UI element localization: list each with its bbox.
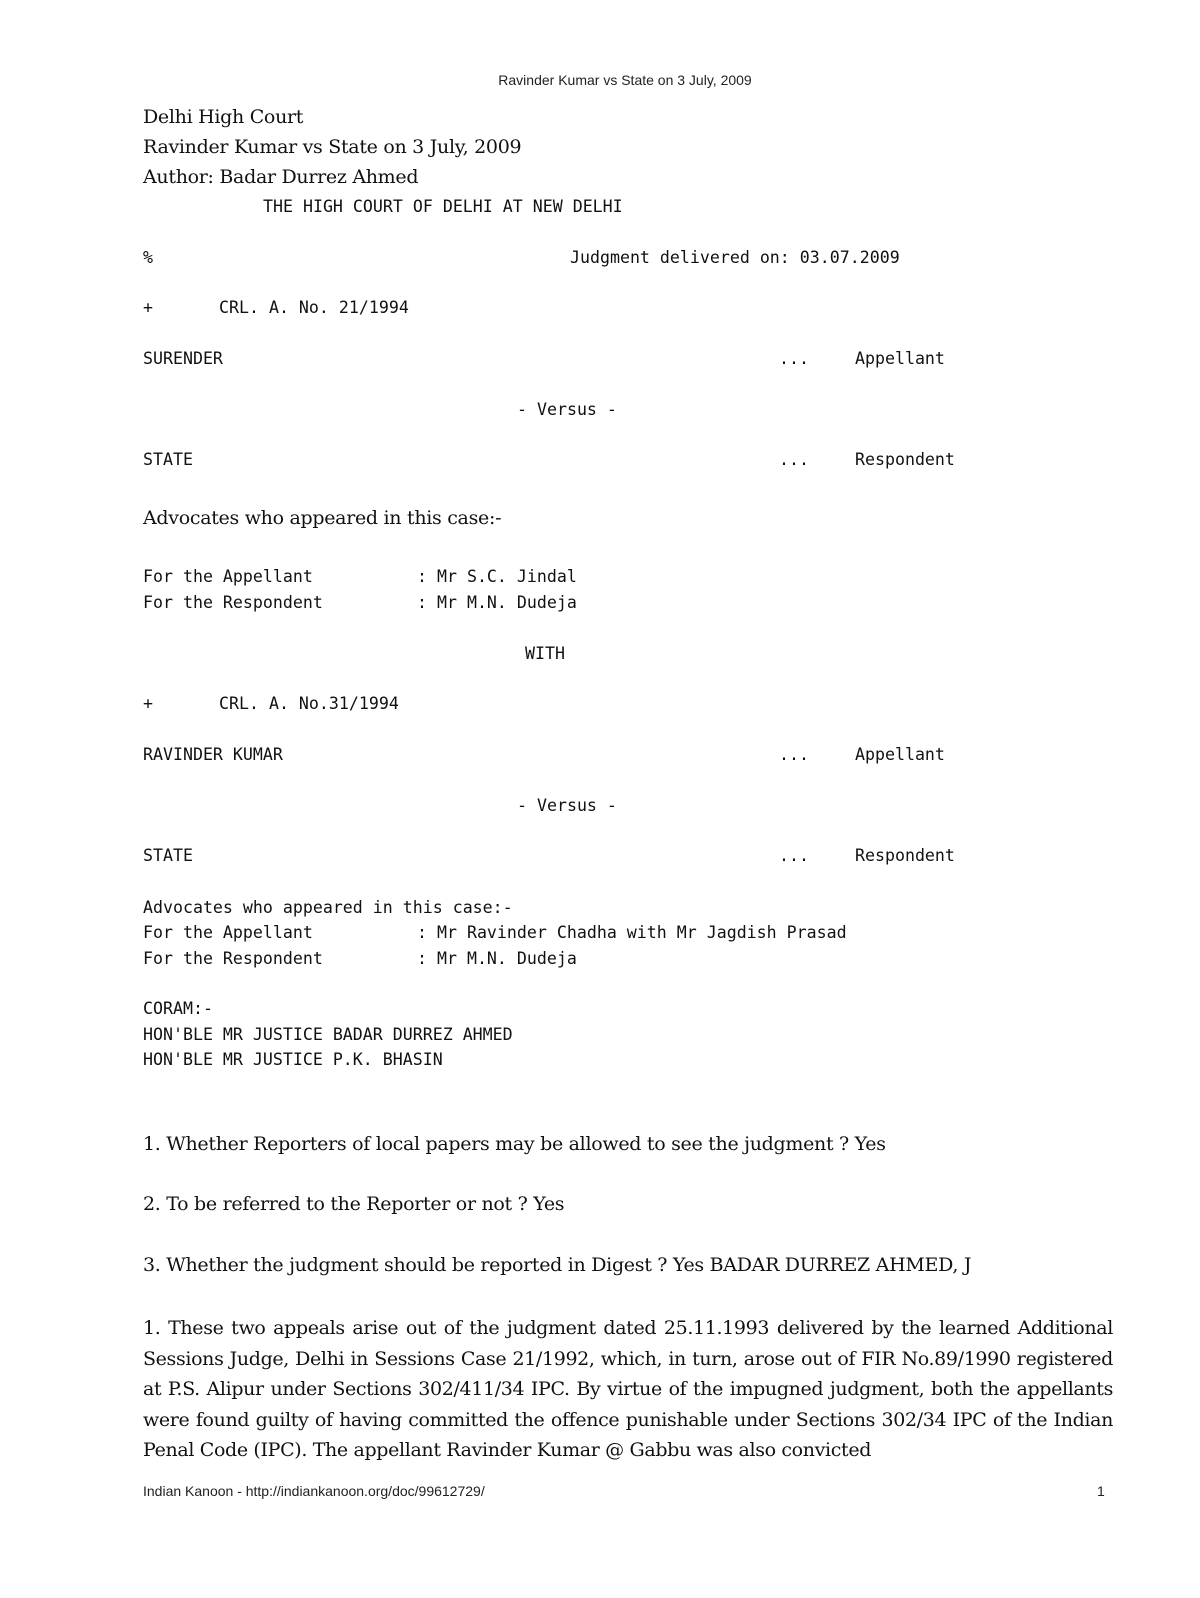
case2-appellant-name: RAVINDER KUMAR (143, 745, 283, 764)
case1-for-respondent-value: : Mr M.N. Dudeja (417, 593, 577, 612)
judgment-date: Judgment delivered on: 03.07.2009 (570, 248, 900, 267)
case2-for-respondent-value: : Mr M.N. Dudeja (417, 949, 577, 968)
case1-appellant-role: Appellant (855, 349, 945, 368)
question-1: 1. Whether Reporters of local papers may be allowed to see the judgment ? Yes (143, 1133, 886, 1155)
footer-source-link[interactable]: Indian Kanoon - http://indiankanoon.org/doc/99612729/ (143, 1483, 485, 1499)
coram-label: CORAM:- (143, 999, 213, 1018)
case2-respondent-name: STATE (143, 846, 193, 865)
case2-respondent-role: Respondent (855, 846, 955, 865)
percent-mark: % (143, 248, 153, 267)
court-heading: THE HIGH COURT OF DELHI AT NEW DELHI (263, 197, 623, 216)
case2-versus: - Versus - (517, 796, 617, 815)
case2-appellant-role: Appellant (855, 745, 945, 764)
body-paragraph-1: 1. These two appeals arise out of the judgment dated 25.11.1993 delivered by the learned Additional Sessions Judge, Delhi in Sessions Case 21/1992, which, in turn, arose out of FIR No.89/1990 registered at P.S. Alipur under Sections 302/411/34 IPC. By virtue of the impugned judgment, both the appellants were found guilty of having committed the offence punishable under Sections 302/34 IPC of the Indian Penal Code (IPC). The appellant Ravinder Kumar @ Gabbu was also convicted (143, 1317, 1113, 1461)
case2-for-appellant-label: For the Appellant (143, 923, 313, 942)
case1-for-appellant-label: For the Appellant (143, 567, 313, 586)
coram-judge-1: HON'BLE MR JUSTICE BADAR DURREZ AHMED (143, 1025, 513, 1044)
page-number: 1 (1097, 1483, 1105, 1499)
with-separator: WITH (525, 644, 565, 663)
case2-for-appellant-value: : Mr Ravinder Chadha with Mr Jagdish Prasad (417, 923, 847, 942)
case1-appellant-name: SURENDER (143, 349, 223, 368)
case2-respondent-dots: ... (779, 846, 809, 865)
case1-for-appellant-value: : Mr S.C. Jindal (417, 567, 577, 586)
author-line: Author: Badar Durrez Ahmed (143, 166, 419, 188)
case2-advocates-heading: Advocates who appeared in this case:- (143, 898, 513, 917)
running-header: Ravinder Kumar vs State on 3 July, 2009 (498, 72, 752, 88)
document-title: Ravinder Kumar vs State on 3 July, 2009 (143, 136, 522, 158)
case2-appellant-dots: ... (779, 745, 809, 764)
court-name: Delhi High Court (143, 106, 304, 128)
case1-advocates-heading: Advocates who appeared in this case:- (143, 507, 502, 529)
case1-respondent-dots: ... (779, 450, 809, 469)
case1-versus: - Versus - (517, 400, 617, 419)
case1-plus: + (143, 298, 153, 317)
case2-plus: + (143, 694, 153, 713)
question-3: 3. Whether the judgment should be reported in Digest ? Yes BADAR DURREZ AHMED, J (143, 1254, 972, 1276)
question-2: 2. To be referred to the Reporter or not ? Yes (143, 1193, 565, 1215)
case1-respondent-name: STATE (143, 450, 193, 469)
case1-appellant-dots: ... (779, 349, 809, 368)
case1-respondent-role: Respondent (855, 450, 955, 469)
case1-for-respondent-label: For the Respondent (143, 593, 323, 612)
case2-number: CRL. A. No.31/1994 (219, 694, 399, 713)
case2-for-respondent-label: For the Respondent (143, 949, 323, 968)
case1-number: CRL. A. No. 21/1994 (219, 298, 409, 317)
coram-judge-2: HON'BLE MR JUSTICE P.K. BHASIN (143, 1050, 443, 1069)
